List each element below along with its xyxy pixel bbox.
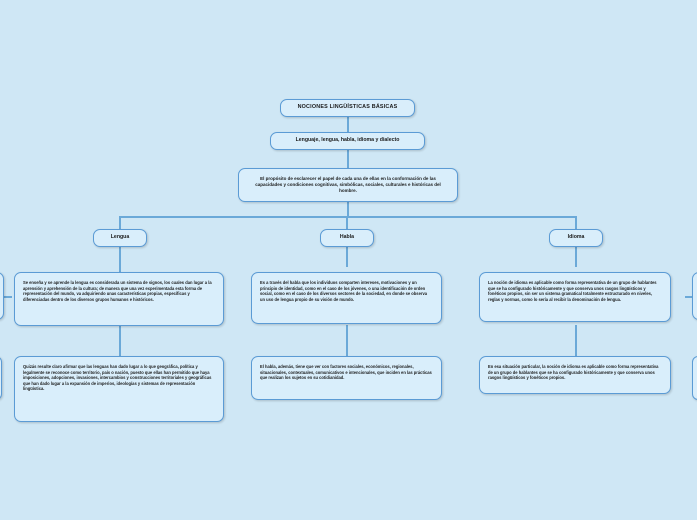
- edge-idioma-down: [575, 247, 577, 267]
- node-idioma-detail-1[interactable]: [479, 272, 671, 322]
- idioma-detail-2-text: En esa situación particular, la noción de idioma es aplicable como forma representativa de un grupo de hablantes que se ha configurado históricamente y que conserva unos rasgos lingüísticos y fonéticos propios.: [488, 364, 659, 381]
- branch-habla-label: Habla: [339, 234, 355, 241]
- edge-bus-idioma: [575, 216, 577, 229]
- edge-title-subtitle: [347, 117, 349, 132]
- branch-idioma-label: Idioma: [567, 234, 585, 241]
- idioma-detail-1-text: La noción de idioma es aplicable como forma representativa de un grupo de hablantes que se ha configurado históricamente y que conserva unos rasgos lingüísticos y fonéticos propios, sin ser un sistema gramatical totalmente estructurado en niveles, reglas y normas, como lo sería al recibir la denominación de lengua.: [488, 280, 657, 302]
- node-habla-detail-2[interactable]: [251, 356, 442, 400]
- edge-idioma-box2-v: [575, 325, 577, 358]
- edge-lengua-down: [119, 247, 121, 267]
- node-subtitle[interactable]: [270, 132, 425, 150]
- edge-bus-lengua: [119, 216, 121, 229]
- node-idioma-detail-2[interactable]: [479, 356, 671, 394]
- offscreen-node-right-lower: [692, 356, 697, 400]
- offscreen-node-left-lower: [0, 356, 2, 400]
- offscreen-node-right: [692, 272, 697, 320]
- branch-lengua-label: Lengua: [110, 234, 130, 241]
- node-purpose[interactable]: [238, 168, 458, 202]
- lengua-detail-2-text: Quizás resulte claro afirmar que las lenguas han dado lugar a lo que geográfica, política y legalmente se reconoce como territorio, país o nación, puesto que ellas han permitido que haya imposiciones, adopciones, invasiones, intercambios y construcciones territoriales y geográficas que han dado lugar a la expansión de imperios, ideologías y sistemas de representación lingüística.: [23, 364, 212, 392]
- edge-subtitle-purpose: [347, 150, 349, 168]
- edge-branch-bus: [119, 216, 576, 218]
- edge-habla-box2-v: [346, 325, 348, 358]
- lengua-detail-1-text: Se enseña y se aprende la lengua es considerada un sistema de signos, los cuales dan lugar a la aprensión y aprehensión de la cultura; de manera que una vez experimentada esta forma de representación del mundo, va adquiriendo unas características propias, específicas y diferenciadas dentro de los diversos grupos humanos e históricos.: [23, 280, 212, 302]
- node-habla-detail-1[interactable]: [251, 272, 442, 324]
- subtitle-label: Lenguaje, lengua, habla, idioma y dialecto: [295, 137, 400, 144]
- offscreen-node-left: [0, 272, 4, 320]
- edge-purpose-down: [347, 202, 349, 216]
- root-title-label: NOCIONES LINGÜÍSTICAS BÁSICAS: [297, 104, 398, 111]
- node-branch-habla[interactable]: [320, 229, 374, 247]
- habla-detail-1-text: Es a través del habla que los individuos comparten intereses, motivaciones y un principio de identidad, como en el caso de los jóvenes, o una identificación de orden social, como en el caso de los diversos sectores de la sociedad, en donde se observa un uso de lengua propio de su visión de mundo.: [260, 280, 428, 302]
- node-lengua-detail-1[interactable]: [14, 272, 224, 326]
- edge-habla-down: [346, 247, 348, 267]
- edge-bus-habla: [346, 216, 348, 229]
- habla-detail-2-text: El habla, además, tiene que ver con factores sociales, económicos, regionales, situacionales, contextuales, comunicativos e intencionales, que inciden en las prácticas que realizan los sujetos en su cotidianidad.: [260, 364, 432, 381]
- purpose-label: El propósito de esclarecer el papel de cada una de ellas en la conformación de las capacidades y condiciones cognitivas, simbólicas, sociales, culturales e históricas del hombre.: [255, 175, 441, 194]
- node-lengua-detail-2[interactable]: [14, 356, 224, 422]
- node-branch-idioma[interactable]: [549, 229, 603, 247]
- edge-lengua-box2-v: [119, 325, 121, 358]
- node-root-title[interactable]: [280, 99, 415, 117]
- node-branch-lengua[interactable]: [93, 229, 147, 247]
